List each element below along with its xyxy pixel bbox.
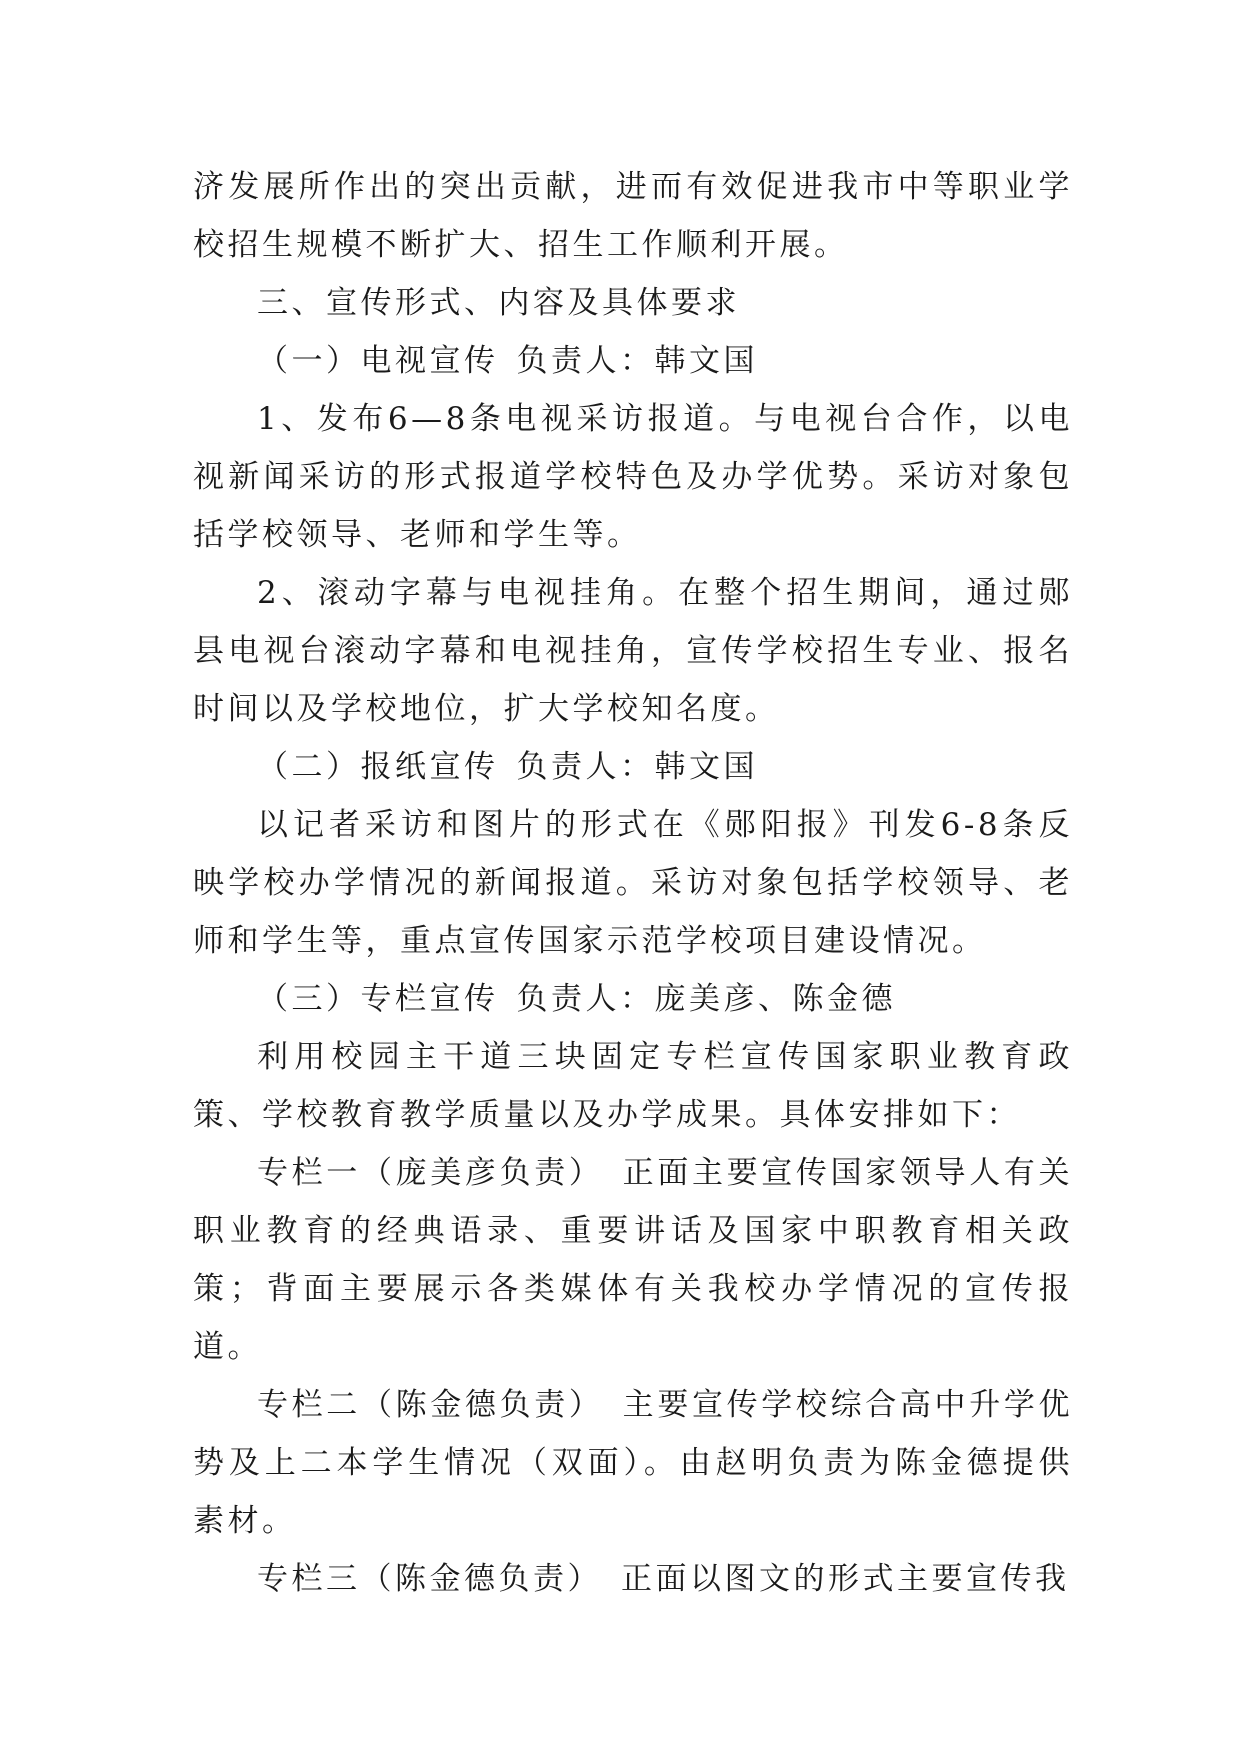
paragraph-newspaper: 以记者采访和图片的形式在《郧阳报》刊发6-8条反映学校办学情况的新闻报道。采访对象包括学校领导、老师和学生等，重点宣传国家示范学校项目建设情况。 (193, 807, 1073, 959)
section-heading-3: 三、宣传形式、内容及具体要求 (257, 285, 740, 321)
subsection-newspaper-publicity (193, 738, 1073, 796)
paragraph-tv-interviews: 1、发布6—8条电视采访报道。与电视台合作，以电视新闻采访的形式报道学校特色及办学优势。采访对象包括学校领导、老师和学生等。 (193, 401, 1073, 553)
paragraph-column-one: 专栏一（庞美彦负责） 正面主要宣传国家领导人有关职业教育的经典语录、重要讲话及国家中职教育相关政策；背面主要展示各类媒体有关我校办学情况的宣传报道。 (193, 1155, 1073, 1365)
subsection-label: （三）专栏宣传 (257, 981, 499, 1017)
subsection-owner: 负责人：韩文国 (516, 343, 758, 379)
paragraph-tv-captions: 2、滚动字幕与电视挂角。在整个招生期间，通过郧县电视台滚动字幕和电视挂角，宣传学校招生专业、报名时间以及学校地位，扩大学校知名度。 (193, 575, 1073, 727)
paragraph-column-three: 专栏三（陈金德负责） 正面以图文的形式主要宣传我 (257, 1561, 1070, 1597)
subsection-owner: 负责人：韩文国 (516, 749, 758, 785)
subsection-tv-publicity (193, 332, 1073, 390)
document-body (193, 158, 1073, 1608)
paragraph-columns-intro: 利用校园主干道三块固定专栏宣传国家职业教育政策、学校教育教学质量以及办学成果。具体安排如下： (193, 1039, 1073, 1133)
subsection-owner: 负责人：庞美彦、陈金德 (516, 981, 896, 1017)
subsection-label: （一）电视宣传 (257, 343, 499, 379)
subsection-column-publicity (193, 970, 1073, 1028)
subsection-label: （二）报纸宣传 (257, 749, 499, 785)
paragraph-column-two: 专栏二（陈金德负责） 主要宣传学校综合高中升学优势及上二本学生情况（双面）。由赵明负责为陈金德提供素材。 (193, 1387, 1073, 1539)
paragraph-continuation: 济发展所作出的突出贡献，进而有效促进我市中等职业学校招生规模不断扩大、招生工作顺利开展。 (193, 169, 1073, 263)
